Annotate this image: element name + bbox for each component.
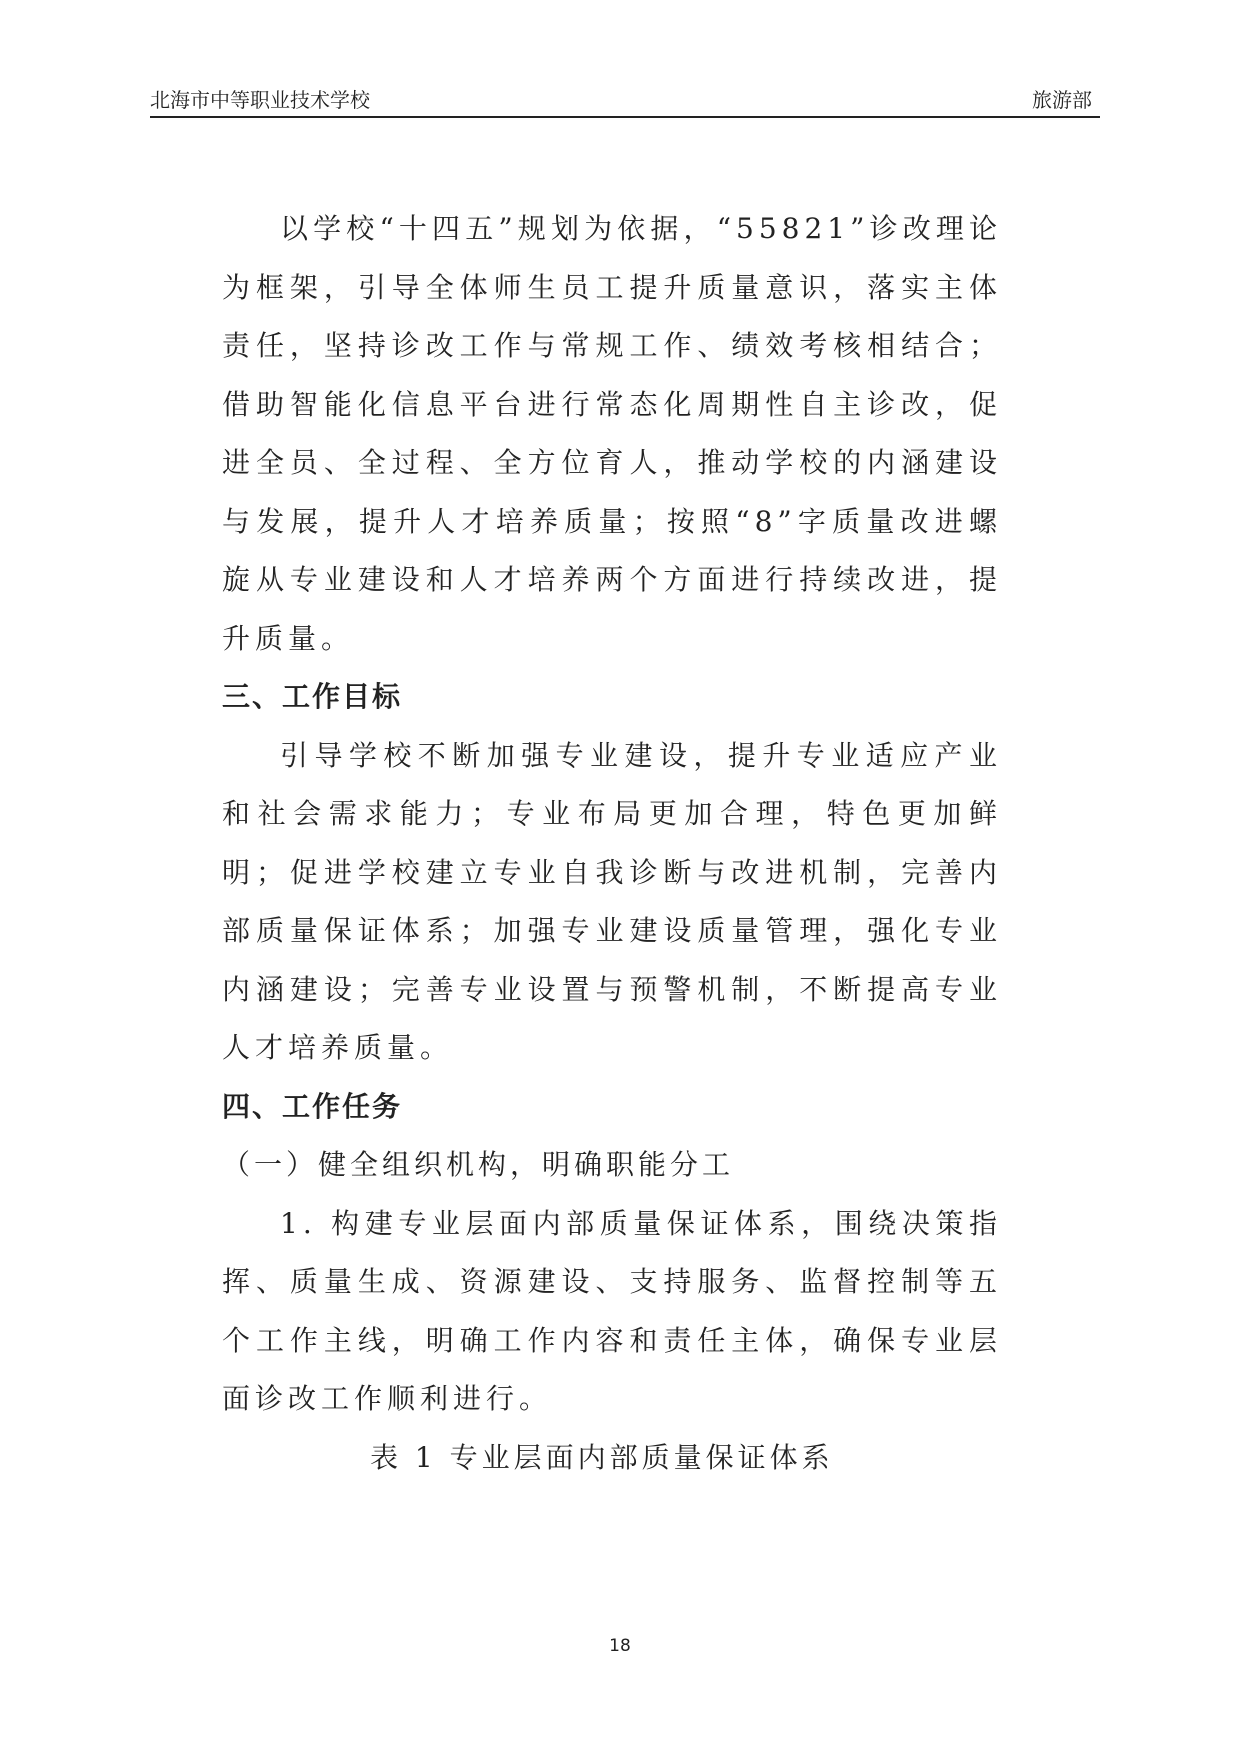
table-caption: 表 1 专业层面内部质量保证体系 [370, 1440, 834, 1474]
header-school-name: 北海市中等职业技术学校 [150, 88, 370, 112]
document-body [222, 200, 1002, 1487]
page-number: 18 [609, 1636, 631, 1656]
section-heading-work-goals: 三、工作目标 [222, 680, 403, 713]
paragraph-work-goals: 引导学校不断加强专业建设，提升专业适应产业和社会需求能力；专业布局更加合理，特色更加鲜明；促进学校建立专业自我诊断与改进机制，完善内部质量保证体系；加强专业建设质量管理，强化专业内涵建设；完善专业设置与预警机制，不断提高专业人才培养质量。 [222, 738, 1002, 1064]
header-department: 旅游部 [1032, 88, 1092, 112]
paragraph-guiding-principle: 以学校“十四五”规划为依据，“55821”诊改理论为框架，引导全体师生员工提升质量意识，落实主体责任，坚持诊改工作与常规工作、绩效考核相结合；借助智能化信息平台进行常态化周期性自主诊改，促进全员、全过程、全方位育人，推动学校的内涵建设与发展，提升人才培养质量；按照“8”字质量改进螺旋从专业建设和人才培养两个方面进行持续改进，提升质量。 [222, 212, 1002, 655]
page-header [150, 84, 1100, 118]
paragraph-quality-system: 1. 构建专业层面内部质量保证体系，围绕决策指挥、质量生成、资源建设、支持服务、监督控制等五个工作主线，明确工作内容和责任主体，确保专业层面诊改工作顺利进行。 [222, 1206, 1002, 1415]
subsection-heading-organization: （一）健全组织机构，明确职能分工 [222, 1148, 735, 1181]
section-heading-work-tasks: 四、工作任务 [222, 1089, 403, 1123]
